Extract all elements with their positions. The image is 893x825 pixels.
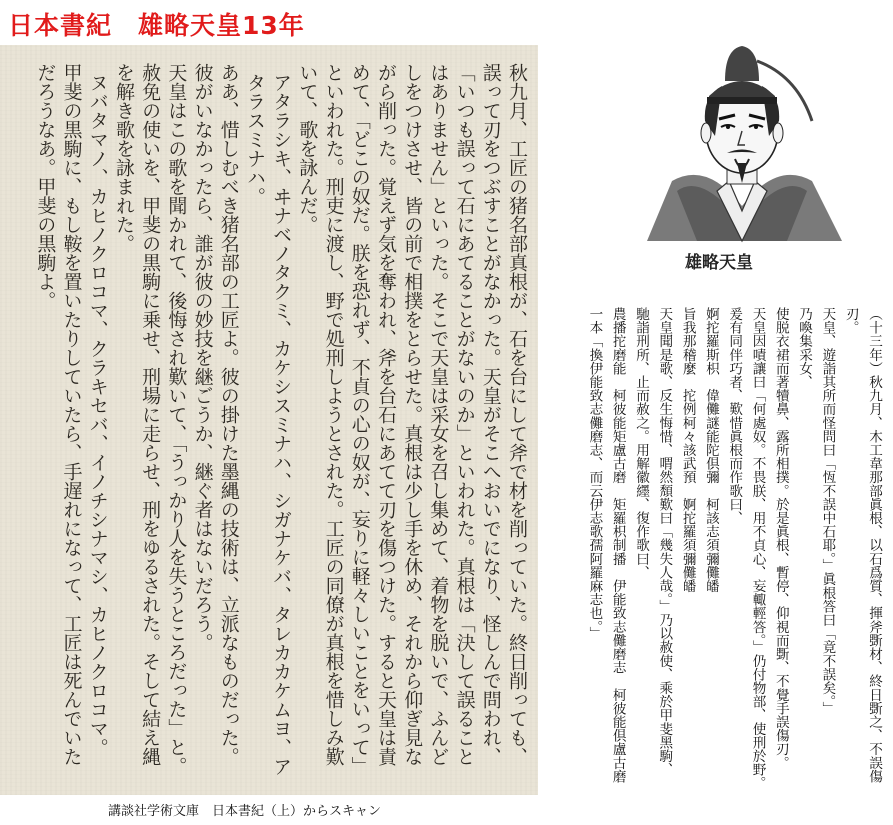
scan-paragraph: 秋九月、工匠の猪名部真根が、石を台にして斧で材を削っていた。終日削っても、誤って刃をつぶすことがなかった。天皇がそこへおいでになり、怪しんで問われ、「いつも誤って石にあてることがないのか」といわれた。真根は「決して誤ることはありません」といった。そこで天皇は采女を召し集めて、着物を脱いで、ふんどしをつけさせ、皆の前で相撲をとらせた。真根は少し手を休め、それから仰ぎ見ながら削った。覚えず気を奪われ、斧を台石にあてて刃を傷つけた。すると天皇は責めて、「どこの奴だ。朕を恐れず、不貞の心の奴が、妄りに軽々しいことをいって」といわれた。刑吏に渡し、野で処刑しようとされた。工匠の同僚が真根を惜しみ歎いて、歌を詠んだ。 xyxy=(296,63,528,776)
kanbun-line: 一本「換伊能致志儺磨志、而云伊志歌孺阿羅麻志也。」 xyxy=(586,307,603,641)
kanbun-line: 爰有同伴巧者、歎惜眞根而作歌曰、 xyxy=(726,307,743,525)
scan-paragraph: 甲斐の黒駒に、もし鞍を置いたりしていたら、手遅れになって、工匠は死んでいただろうなあ。甲斐の黒駒よ。 xyxy=(34,63,83,766)
kanbun-original-text xyxy=(586,307,885,807)
page-title: 日本書紀 雄略天皇13年 xyxy=(8,11,305,40)
kanbun-line: 天皇聞是歌、反生悔惜、喟然頽歎曰「幾失人哉。」乃以赦使、乘於甲斐黑駒、 xyxy=(656,307,673,777)
scan-paragraph: 天皇はこの歌を聞かれて、後悔され歎いて、「うっかり人を失うところだった」と。赦免の使いを、甲斐の黒駒に乗せ、刑場に走らせ、刑をゆるされた。そして結え縄を解き歌を詠まれた。 xyxy=(112,63,188,776)
kanbun-line: 天皇、遊詣其所而怪問曰「恆不誤中石耶。」眞根答曰「竟不誤矣。」 xyxy=(819,307,836,715)
kanbun-line: 乃喚集采女、 xyxy=(796,307,813,389)
kanbun-line: 馳詣刑所、止而赦之。用解徽纆、復作歌曰、 xyxy=(633,307,650,579)
scan-poem: アタラシキ、ヰナベノタクミ、カケシスミナハ、シガナケバ、タレカカケムヨ、アタラスミナハ。 xyxy=(243,73,293,776)
kanbun-line: 天皇因嘖讓曰「何處奴。不畏朕、用不貞心、妄輙輕答。」仍付物部、使刑於野。 xyxy=(749,307,766,790)
scanned-book-page xyxy=(0,45,538,795)
scan-poem: ヌバタマノ、カヒノクロコマ、クラキセバ、イノチシナマシ、カヒノクロコマ。 xyxy=(86,73,109,757)
kanbun-poem-line: 婀拕羅斯枳 偉儺謎能陀倶彌 柯該志須彌儺皤 xyxy=(702,307,719,593)
kanbun-poem-line: 農播拕磨能 柯彼能矩盧古磨 矩羅枳制播 伊能致志儺磨志 柯彼能倶盧古磨 xyxy=(609,307,626,783)
kanbun-line: 使脱衣裙而著犢鼻、露所相撲。於是眞根、暫停、仰視而斲、不覺手誤傷刃。 xyxy=(772,307,789,770)
kanbun-line: （十三年）秋九月、木工韋那部眞根、以石爲質、揮斧斲材、終日斲之、不誤傷刃。 xyxy=(842,307,882,783)
portrait-label: 雄略天皇 xyxy=(685,253,753,273)
scan-paragraph: ああ、惜しむべき猪名部の工匠よ。彼の掛けた墨縄の技術は、立派なものだった。彼がいなかったら、誰が彼の妙技を継ごうか、継ぐ者はないだろう。 xyxy=(191,63,240,766)
scanned-book-text xyxy=(10,63,530,783)
emperor-portrait xyxy=(637,41,847,281)
kanbun-poem-line: 旨我那稽麼 拕例柯々該武預 婀拕羅須彌儺皤 xyxy=(679,307,696,593)
emperor-portrait-illustration xyxy=(637,41,847,241)
scan-caption: 講談社学術文庫 日本書紀（上）からスキャン xyxy=(108,804,382,819)
